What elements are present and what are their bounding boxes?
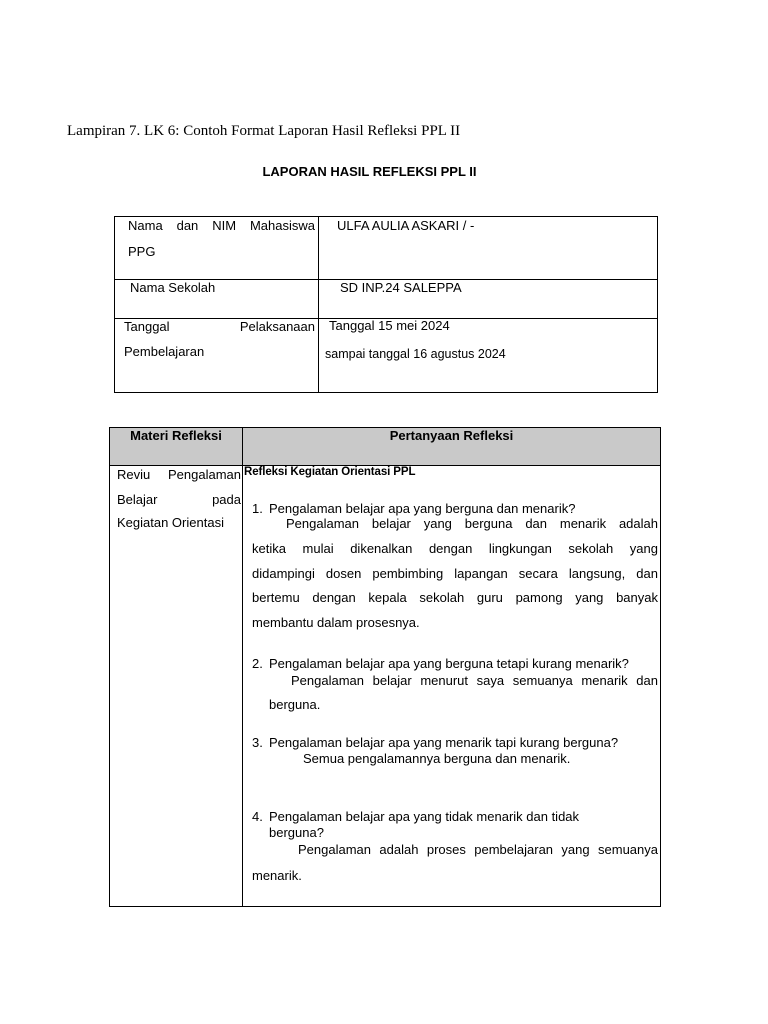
a3-line1: Semua pengalamannya berguna dan menarik. [303,751,571,766]
q3-text: Pengalaman belajar apa yang menarik tapi kurang berguna? [269,735,619,750]
left-cell-line2: Belajar pada [117,492,241,507]
name-label-line2: PPG [128,244,156,259]
a1-line4: bertemu dengan kepala sekolah guru pamong yang banyak [252,590,658,605]
reflection-table-header [110,428,660,466]
q1-text: Pengalaman belajar apa yang berguna dan menarik? [269,501,576,516]
reflection-subheading: Refleksi Kegiatan Orientasi PPL [244,466,416,478]
a1-line5: membantu dalam prosesnya. [252,615,420,630]
identity-row-school [115,280,657,319]
date-label-line1: Tanggal Pelaksanaan [124,319,315,334]
identity-row-name [115,217,657,280]
date-value-line1: Tanggal 15 mei 2024 [329,318,450,333]
q1-number: 1. [252,501,263,516]
q2-text: Pengalaman belajar apa yang berguna tetapi kurang menarik? [269,656,629,671]
col-header-materi: Materi Refleksi [130,428,222,443]
name-value: ULFA AULIA ASKARI / - [337,218,475,233]
school-label: Nama Sekolah [130,280,216,295]
a2-line1: Pengalaman belajar menurut saya semuanya menarik dan [291,673,658,688]
reflection-table [109,427,661,907]
report-title: LAPORAN HASIL REFLEKSI PPL II [262,164,477,179]
a1-line3: didampingi dosen pembimbing lapangan secara langsung, dan [252,566,658,581]
q3-number: 3. [252,735,263,750]
identity-table [114,216,658,393]
left-cell-line1: Reviu Pengalaman [117,467,241,482]
a1-line1: Pengalaman belajar yang berguna dan menarik adalah [286,516,658,531]
a1-line2: ketika mulai dikenalkan dengan lingkungan sekolah yang [252,541,658,556]
q2-number: 2. [252,656,263,671]
appendix-caption: Lampiran 7. LK 6: Contoh Format Laporan Hasil Refleksi PPL II [67,123,461,139]
name-label-line1: Nama dan NIM Mahasiswa [128,218,315,233]
date-value-line2: sampai tanggal 16 agustus 2024 [325,347,506,361]
a4-line1: Pengalaman adalah proses pembelajaran yang semuanya [298,842,658,857]
col-header-pertanyaan: Pertanyaan Refleksi [389,428,514,443]
a2-line2: berguna. [269,697,321,712]
q4-text-line2: berguna? [269,825,324,840]
reflection-column-divider [242,428,243,906]
q4-text-line1: Pengalaman belajar apa yang tidak menarik dan tidak [269,809,580,824]
date-label-line2: Pembelajaran [124,344,205,359]
left-cell-line3: Kegiatan Orientasi [117,515,224,530]
a4-line2: menarik. [252,868,302,883]
school-value: SD INP.24 SALEPPA [340,280,462,295]
identity-row-date [115,319,657,392]
q4-number: 4. [252,809,263,824]
